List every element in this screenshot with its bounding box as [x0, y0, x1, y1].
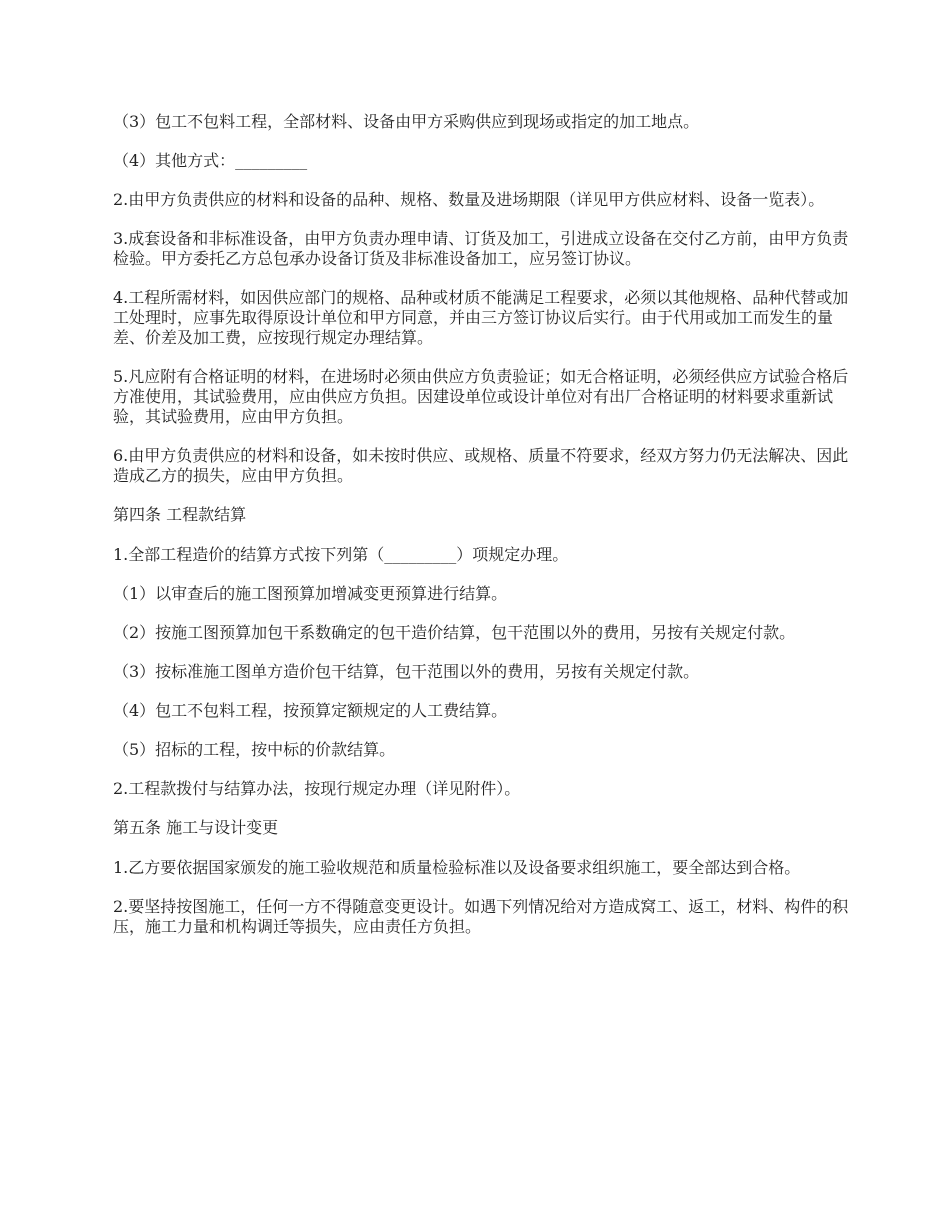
paragraph-material-spec: 2.由甲方负责供应的材料和设备的品种、规格、数量及进场期限（详见甲方供应材料、设备一览表）。 [113, 190, 825, 209]
paragraph-design-changes: 2.要坚持按图施工，任何一方不得随意变更设计。如遇下列情况给对方造成窝工、返工，材料、构件的积压，施工力量和机构调迁等损失，应由责任方负担。 [113, 897, 849, 936]
document-body [113, 112, 853, 956]
paragraph-certification: 5.凡应附有合格证明的材料，在进场时必须由供应方负责验证；如无合格证明，必须经供应方试验合格后方准使用，其试验费用，应由供应方负担。因建设单位或设计单位对有出厂合格证明的材料要求重新试验，其试验费用，应由甲方负担。 [113, 367, 849, 426]
paragraph-settlement-option-3: （3）按标准施工图单方造价包干结算，包干范围以外的费用，另按有关规定付款。 [113, 662, 700, 681]
paragraph-settlement-method: 1.全部工程造价的结算方式按下列第（_________）项规定办理。 [113, 545, 569, 564]
section-heading-article-5: 第五条 施工与设计变更 [113, 818, 279, 837]
paragraph-settlement-option-1: （1）以审查后的施工图预算加增减变更预算进行结算。 [113, 584, 508, 603]
paragraph-settlement-option-4: （4）包工不包料工程，按预算定额规定的人工费结算。 [113, 701, 508, 720]
paragraph-construction-standards: 1.乙方要依据国家颁发的施工验收规范和质量检验标准以及设备要求组织施工，要全部达到合格。 [113, 858, 801, 877]
section-heading-article-4: 第四条 工程款结算 [113, 505, 247, 524]
paragraph-supply-method-3: （3）包工不包料工程，全部材料、设备由甲方采购供应到现场或指定的加工地点。 [113, 112, 700, 131]
paragraph-supply-delay: 6.由甲方负责供应的材料和设备，如未按时供应、或规格、质量不符要求，经双方努力仍无法解决、因此造成乙方的损失，应由甲方负担。 [113, 446, 849, 485]
paragraph-supply-method-4: （4）其他方式：_________ [113, 151, 308, 170]
paragraph-material-substitution: 4.工程所需材料，如因供应部门的规格、品种或材质不能满足工程要求，必须以其他规格、品种代替或加工处理时，应事先取得原设计单位和甲方同意，并由三方签订协议后实行。由于代用或加工而发生的量差、价差及加工费，应按现行规定办理结算。 [113, 288, 849, 347]
paragraph-settlement-option-2: （2）按施工图预算加包干系数确定的包干造价结算，包干范围以外的费用，另按有关规定付款。 [113, 623, 796, 642]
paragraph-settlement-option-5: （5）招标的工程，按中标的价款结算。 [113, 740, 396, 759]
paragraph-payment-procedure: 2.工程款拨付与结算办法，按现行规定办理（详见附件）。 [113, 779, 521, 798]
paragraph-complete-equipment: 3.成套设备和非标准设备，由甲方负责办理申请、订货及加工，引进成立设备在交付乙方前，由甲方负责检验。甲方委托乙方总包承办设备订货及非标准设备加工，应另签订协议。 [113, 229, 849, 268]
